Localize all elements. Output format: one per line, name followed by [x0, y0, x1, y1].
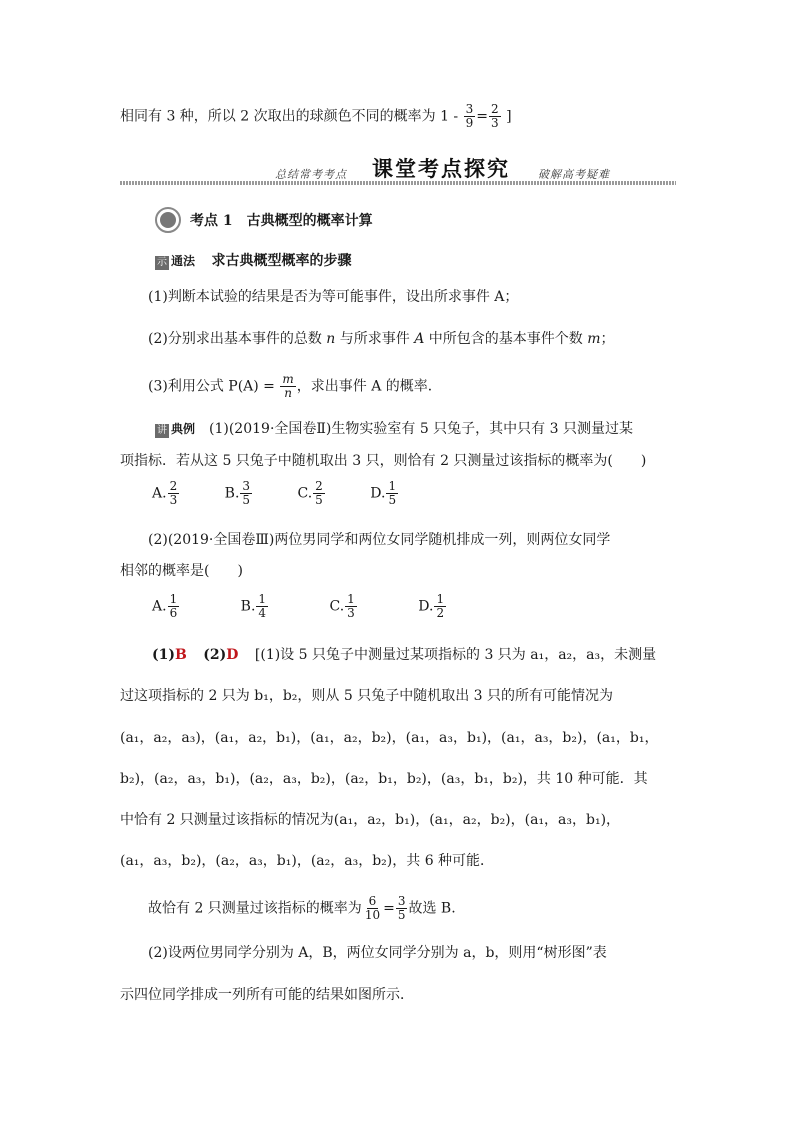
method-heading: 示 通法 求古典概型概率的步骤: [157, 253, 352, 269]
example-q2-line2: 相邻的概率是( ): [120, 563, 243, 579]
banner-right: 破解高考疑难: [538, 168, 610, 181]
fraction: $\frac{1}{3}$: [347, 592, 355, 620]
fraction: $\frac{1}{6}$: [169, 592, 178, 620]
top-text: 相同有 3 种，所以 2 次取出的球颜色不同的概率为 1 -: [120, 108, 459, 125]
q2-options: [152, 593, 487, 620]
fraction: $\frac{3}{9}$: [465, 102, 474, 130]
answer-1: B: [175, 647, 187, 663]
fraction: $\frac{2}{5}$: [315, 479, 323, 507]
step-2: (2)分别求出基本事件的总数 n 与所求事件 A 中所包含的基本事件个数 m；: [148, 331, 615, 347]
example-tag: 讲: [157, 425, 167, 436]
option: B. $\frac{3}{5}$: [224, 479, 251, 507]
banner-title: 课堂考点探究: [372, 156, 510, 181]
answer-line6: (a₁，a₃，b₂)，(a₂，a₃，b₁)，(a₂，a₃，b₂)，共 6 种可能．: [120, 853, 495, 869]
banner-left: 总结常考考点: [275, 168, 347, 181]
answer-line5: 中恰有 2 只测量过该指标的情况为(a₁，a₂，b₁)，(a₁，a₂，b₂)，(a₁，a₃，b₁)，: [120, 812, 621, 828]
option: A. $\frac{1}{6}$: [152, 592, 178, 620]
fraction: $\frac{1}{4}$: [258, 592, 267, 620]
method-tag: 示: [157, 257, 167, 268]
fraction: $\frac{3}{5}$: [242, 479, 251, 507]
fraction: $\frac{m}{n}$: [282, 372, 294, 400]
section-title: 考点 1 古典概型的概率计算: [190, 213, 373, 229]
answer-line1: (1)B (2)D [(1)设 5 只兔子中测量过某项指标的 3 只为 a₁，a₂，a₃，未测量: [152, 647, 657, 663]
answer-line4: b₂)，(a₂，a₃，b₁)，(a₂，a₃，b₂)，(a₂，b₁，b₂)，(a₃，b₁，b₂)，共 10 种可能．其: [120, 771, 648, 787]
option: C. $\frac{1}{3}$: [329, 592, 355, 620]
q1-options: [152, 480, 439, 507]
option: B. $\frac{1}{4}$: [240, 592, 267, 620]
option: C. $\frac{2}{5}$: [297, 479, 323, 507]
step-1: (1)判断本试验的结果是否为等可能事件，设出所求事件 A；: [148, 289, 519, 305]
banner-divider: [120, 181, 676, 185]
example-q1-line2: 项指标．若从这 5 只兔子中随机取出 3 只，则恰有 2 只测量过该指标的概率为( ): [120, 453, 647, 469]
answer-line7: 故恰有 2 只测量过该指标的概率为 $\frac{6}{10}$ = $\frac{3}{5}$ 故选 B.: [148, 894, 456, 922]
answer-line3: (a₁，a₂，a₃)，(a₁，a₂，b₁)，(a₁，a₂，b₂)，(a₁，a₃，b₁)，(a₁，a₃，b₂)，(a₁，b₁，: [120, 730, 659, 746]
step-3: (3)利用公式 P(A) = $\frac{m}{n}$ ，求出事件 A 的概率．: [148, 372, 442, 400]
option: D. $\frac{1}{2}$: [418, 592, 445, 620]
example-q2-line1: (2)(2019·全国卷Ⅲ)两位男同学和两位女同学随机排成一列，则两位女同学: [148, 532, 611, 548]
answer-line9: 示四位同学排成一列所有可能的结果如图所示．: [120, 987, 414, 1003]
fraction: $\frac{6}{10}$: [364, 894, 381, 922]
top-line: 相同有 3 种，所以 2 次取出的球颜色不同的概率为 1 - $\frac{3}{9}$ = $\frac{2}{3}$ ]: [120, 102, 512, 130]
answer-line2: 过这项指标的 2 只为 b₁，b₂，则从 5 只兔子中随机取出 3 只的所有可能情况为: [120, 688, 614, 704]
example-q1-line1: 讲 典例 (1)(2019·全国卷Ⅱ)生物实验室有 5 只兔子，其中只有 3 只测量过某: [157, 421, 633, 437]
fraction: $\frac{1}{2}$: [436, 592, 445, 620]
fraction: $\frac{1}{5}$: [388, 479, 397, 507]
option: D. $\frac{1}{5}$: [370, 479, 397, 507]
fraction: $\frac{2}{3}$: [490, 102, 499, 130]
fraction: $\frac{3}{5}$: [397, 894, 406, 922]
circle-bullet-icon: [155, 207, 181, 233]
option: A. $\frac{2}{3}$: [152, 479, 178, 507]
fraction: $\frac{2}{3}$: [169, 479, 178, 507]
answer-line8: (2)设两位男同学分别为 A，B，两位女同学分别为 a，b，则用“树形图”表: [148, 945, 607, 961]
answer-2: D: [226, 647, 239, 663]
method-title: 求古典概型概率的步骤: [211, 253, 352, 269]
